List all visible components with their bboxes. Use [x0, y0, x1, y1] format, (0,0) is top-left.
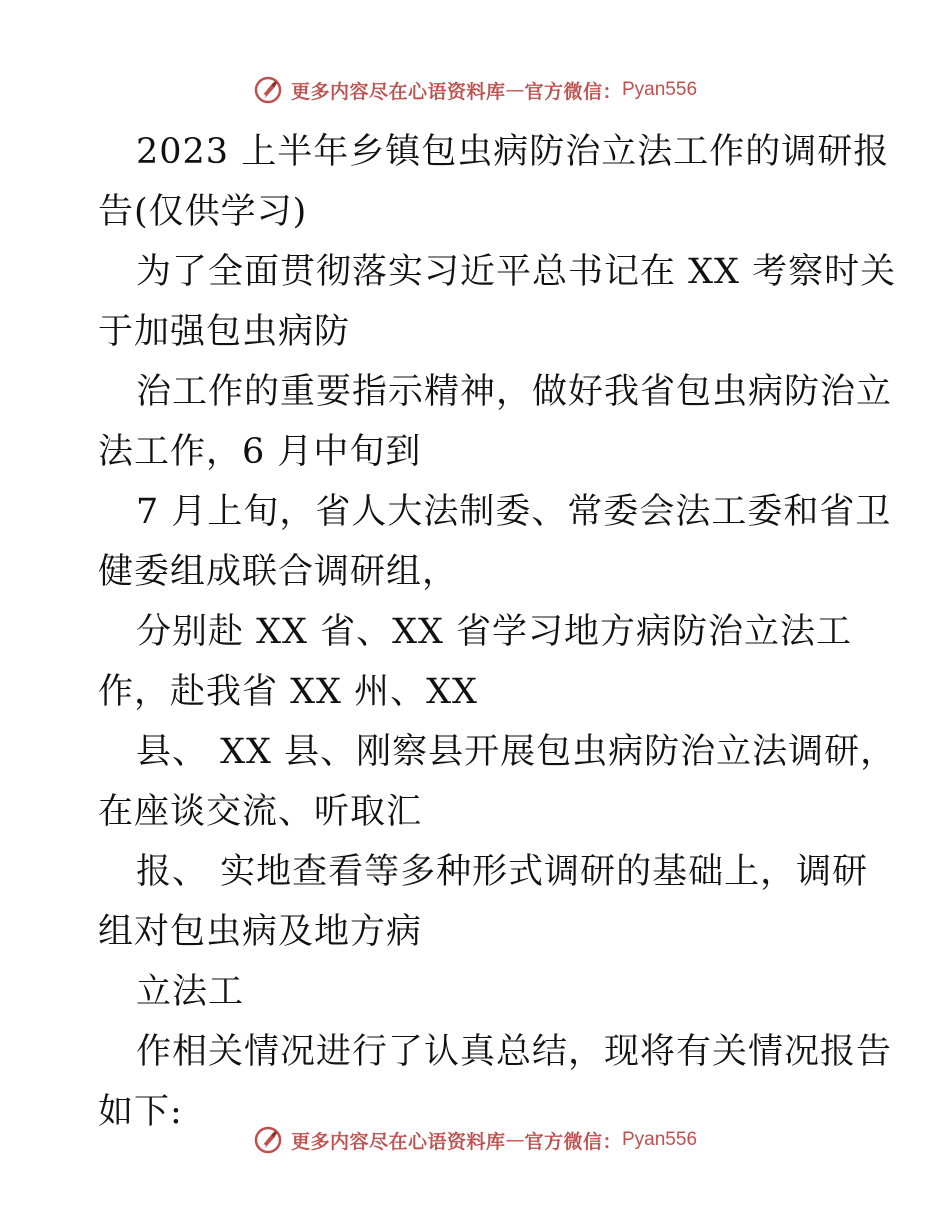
body-text-line: 分别赴 XX 省、XX 省学习地方病防治立法工	[136, 612, 853, 652]
pen-nib-logo-icon	[253, 1125, 283, 1155]
watermark-separator: —	[505, 79, 525, 101]
watermark-separator: —	[505, 1129, 525, 1151]
watermark-site-text: 更多内容尽在心语资料库	[290, 80, 506, 103]
body-text-line: 在座谈交流、听取汇	[98, 792, 423, 832]
pen-nib-logo-icon	[253, 75, 283, 105]
body-text-line: 法工作，6 月中旬到	[98, 432, 422, 472]
body-text-line: 为了全面贯彻落实习近平总书记在 XX 考察时关	[136, 252, 897, 292]
footer-watermark	[0, 1120, 950, 1160]
watermark-wechat-id: Pyan556	[622, 79, 698, 100]
body-text-line: 如下:	[98, 1092, 183, 1132]
document-title-line-2: 告(仅供学习)	[98, 192, 308, 232]
body-text-line: 县、 XX 县、刚察县开展包虫病防治立法调研，	[136, 732, 897, 772]
body-text-line: 健委组成联合调研组，	[98, 552, 459, 592]
body-text-line: 立法工	[136, 972, 245, 1012]
body-text-line: 治工作的重要指示精神，做好我省包虫病防治立	[136, 372, 893, 412]
body-text-line: 组对包虫病及地方病	[98, 912, 423, 952]
watermark-wechat-label: 官方微信：	[524, 80, 622, 103]
document-body	[98, 122, 897, 1142]
watermark-wechat-label: 官方微信：	[524, 1130, 622, 1153]
header-watermark	[0, 70, 950, 110]
body-text-line: 作相关情况进行了认真总结，现将有关情况报告	[136, 1032, 893, 1072]
body-text-line: 报、 实地查看等多种形式调研的基础上，调研	[136, 852, 869, 892]
body-text-line: 于加强包虫病防	[98, 312, 351, 352]
body-text-line: 作，赴我省 XX 州、XX	[98, 672, 478, 712]
watermark-wechat-id: Pyan556	[622, 1129, 698, 1150]
body-text-line: 7 月上旬，省人大法制委、常委会法工委和省卫	[136, 492, 892, 532]
watermark-site-text: 更多内容尽在心语资料库	[290, 1130, 506, 1153]
document-title-line-1: 2023 上半年乡镇包虫病防治立法工作的调研报	[136, 132, 890, 172]
